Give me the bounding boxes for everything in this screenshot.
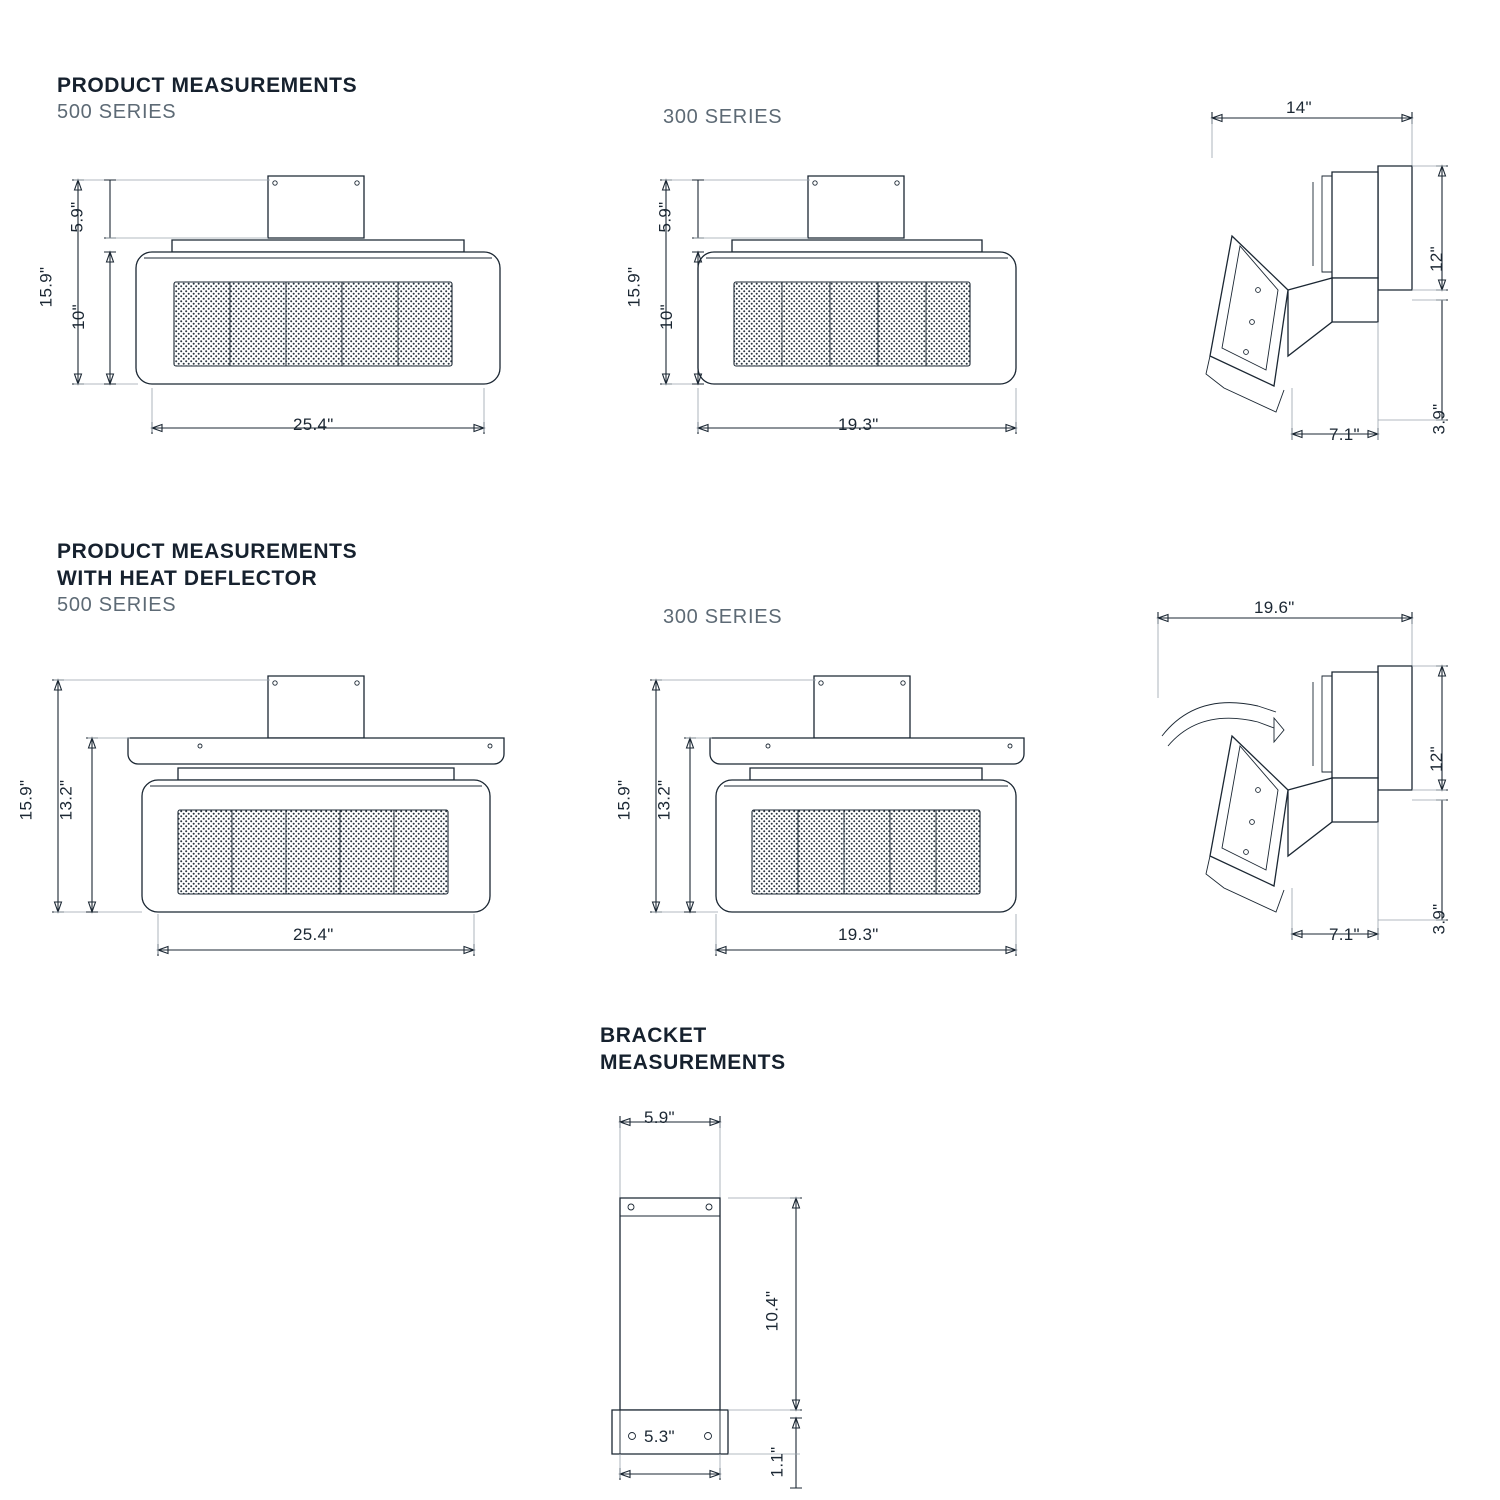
section-1-heading-text: PRODUCT MEASUREMENTS bbox=[57, 74, 358, 97]
dim-300-total-height: 15.9" bbox=[624, 266, 644, 308]
section-1-heading bbox=[57, 72, 357, 125]
bracket-heading-line2: MEASUREMENTS bbox=[600, 1051, 786, 1074]
dim-bracket-height-plate: 1.1" bbox=[767, 1446, 787, 1478]
dim-side1-height-body: 12" bbox=[1426, 246, 1446, 272]
dim-500-bracket-height: 5.9" bbox=[67, 201, 87, 233]
dim-500hd-width: 25.4" bbox=[293, 925, 334, 944]
section-2-heading-line1: PRODUCT MEASUREMENTS bbox=[57, 540, 358, 563]
dim-300-body-height: 10" bbox=[656, 304, 676, 330]
dim-side1-depth-top: 14" bbox=[1286, 98, 1312, 117]
dim-side2-depth-top: 19.6" bbox=[1254, 598, 1295, 617]
section-1-subheading: 500 SERIES bbox=[57, 101, 177, 123]
dim-300-bracket-height: 5.9" bbox=[655, 201, 675, 233]
dim-side1-depth-bottom: 7.1" bbox=[1329, 425, 1360, 444]
section-2-heading-line2: WITH HEAT DEFLECTOR bbox=[57, 567, 318, 590]
bracket-shape bbox=[268, 176, 364, 238]
section-1-300-label: 300 SERIES bbox=[663, 106, 783, 128]
dim-500-body-height: 10" bbox=[68, 304, 88, 330]
section-2-subheading: 500 SERIES bbox=[57, 594, 177, 616]
dim-300hd-width: 19.3" bbox=[838, 925, 879, 944]
dim-500hd-body-height: 13.2" bbox=[56, 779, 76, 821]
dim-300hd-total-height: 15.9" bbox=[614, 779, 634, 821]
dim-side2-height-body: 12" bbox=[1426, 746, 1446, 772]
dim-bracket-width-top: 5.9" bbox=[644, 1108, 675, 1127]
dim-500hd-total-height: 15.9" bbox=[16, 779, 36, 821]
dim-300hd-body-height: 13.2" bbox=[654, 779, 674, 821]
dim-side2-depth-bottom: 7.1" bbox=[1329, 925, 1360, 944]
bracket-heading-line1: BRACKET bbox=[600, 1024, 707, 1047]
dim-bracket-width-bottom: 5.3" bbox=[644, 1427, 675, 1446]
section-2-300-label: 300 SERIES bbox=[663, 606, 783, 628]
bracket-view bbox=[580, 1100, 900, 1500]
dim-bracket-height-main: 10.4" bbox=[762, 1290, 782, 1332]
dim-500-width: 25.4" bbox=[293, 415, 334, 434]
dim-500-total-height: 15.9" bbox=[36, 266, 56, 308]
section-2-heading bbox=[57, 538, 357, 618]
section-3-heading bbox=[600, 1022, 786, 1076]
dim-side2-height-lower: 3.9" bbox=[1429, 903, 1449, 935]
front-view-300-series bbox=[628, 160, 1028, 470]
side-view-section-1 bbox=[1180, 100, 1500, 480]
dim-side1-height-lower: 3.9" bbox=[1429, 403, 1449, 435]
dim-300-width: 19.3" bbox=[838, 415, 879, 434]
